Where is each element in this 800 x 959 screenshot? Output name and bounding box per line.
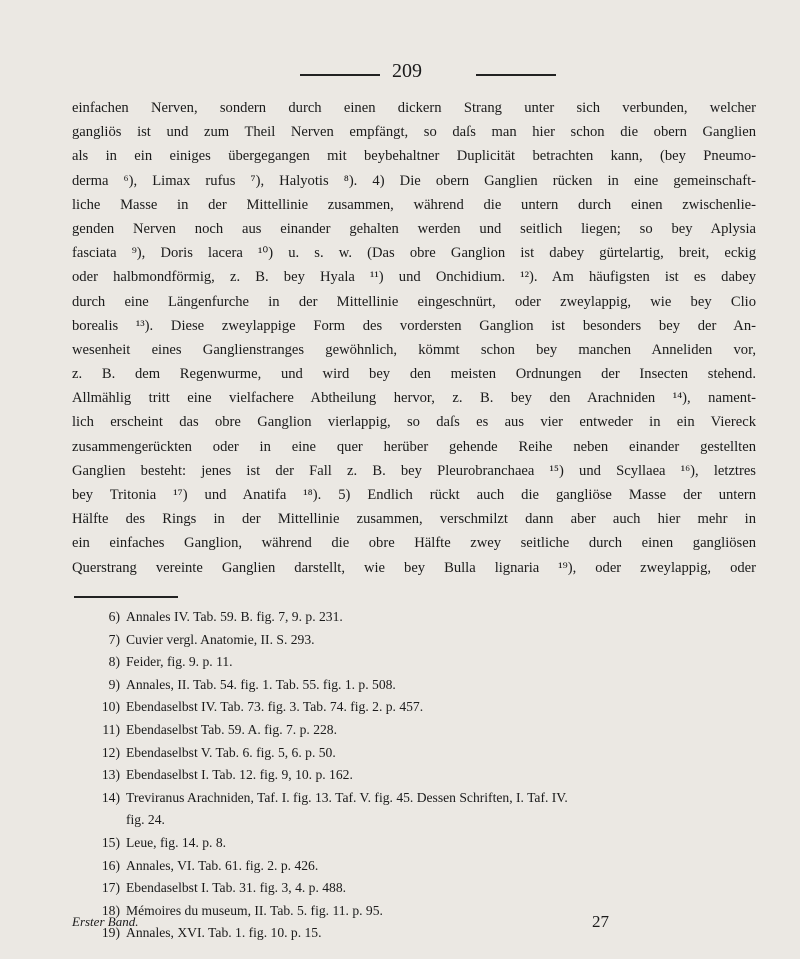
- body-line: borealis ¹³). Diese zweylappige Form des vordersten Ganglion ist besonders bey der An-: [72, 317, 756, 334]
- footnote-item: [90, 696, 750, 719]
- footnote-number: 16): [101, 857, 120, 873]
- page-header: [0, 60, 800, 90]
- signature-mark: Erster Band.: [72, 914, 139, 929]
- footnote-item: [90, 742, 750, 765]
- footnote-text: Annales, II. Tab. 54. fig. 1. Tab. 55. fig. 1. p. 508.: [126, 676, 396, 692]
- footnote-text: Annales, VI. Tab. 61. fig. 2. p. 426.: [126, 857, 319, 873]
- body-line: z. B. dem Regenwurme, und wird bey den meisten Ordnungen der Insecten stehend.: [72, 366, 756, 383]
- footnote-number: 18): [101, 902, 120, 918]
- page-footer: [72, 912, 632, 941]
- body-line: genden Nerven noch aus einander gehalten werden und seitlich liegen; so bey Aplysia: [72, 220, 756, 237]
- footnote-text: Ebendaselbst V. Tab. 6. fig. 5, 6. p. 50.: [126, 744, 336, 760]
- footnote-number: 15): [101, 834, 120, 850]
- footnote-item: [90, 877, 750, 900]
- body-line: durch eine Längenfurche in der Mittellinie eingeschnürt, oder zweylappig, wie bey Clio: [72, 293, 756, 310]
- footnotes: [90, 606, 750, 945]
- footnote-text: Ebendaselbst I. Tab. 31. fig. 3, 4. p. 488.: [126, 880, 347, 896]
- footnote-item: [90, 832, 750, 855]
- footnote-text: Leue, fig. 14. p. 8.: [126, 834, 227, 850]
- footnote-text: Ebendaselbst I. Tab. 12. fig. 9, 10. p. 162.: [126, 767, 353, 783]
- footnote-text: Cuvier vergl. Anatomie, II. S. 293.: [126, 631, 315, 647]
- footnote-number: 8): [108, 654, 120, 670]
- footnote-text: Feider, fig. 9. p. 11.: [126, 654, 233, 670]
- footnote-item: [90, 764, 750, 787]
- body-line: derma ⁶), Limax rufus ⁷), Halyotis ⁸). 4) Die obern Ganglien rücken in eine gemeinschaft-: [72, 172, 756, 189]
- footnote-text: Annales, XVI. Tab. 1. fig. 10. p. 15.: [126, 925, 322, 941]
- footnote-item: [90, 855, 750, 878]
- footnote-text: Treviranus Arachniden, Taf. I. fig. 13. Taf. V. fig. 45. Dessen Schriften, I. Taf. IV.: [126, 789, 568, 805]
- sheet-number: 27: [592, 912, 609, 931]
- footnote-item: [90, 809, 750, 832]
- footnote-text: Ebendaselbst IV. Tab. 73. fig. 3. Tab. 74. fig. 2. p. 457.: [126, 699, 424, 715]
- footnote-text: Annales IV. Tab. 59. B. fig. 7, 9. p. 231.: [126, 609, 343, 624]
- footnote-item: [90, 674, 750, 697]
- footnote-item: [90, 787, 750, 810]
- body-line: wesenheit eines Ganglienstranges gewöhnlich, kömmt schon bey manchen Anneliden vor,: [72, 341, 756, 358]
- body-line: lich erscheint das obre Ganglion vierlappig, so daſs es aus vier entweder in ein Viereck: [72, 414, 756, 431]
- header-rule-right: [476, 74, 556, 76]
- body-line: zusammengerückten oder in eine quer herüber gehende Reihe neben einander gestellten: [72, 438, 756, 455]
- footnote-rule: [74, 596, 178, 598]
- page-number: 209: [392, 60, 422, 82]
- footnote-number: 7): [108, 631, 120, 647]
- footnote-text: Ebendaselbst Tab. 59. A. fig. 7. p. 228.: [126, 721, 337, 737]
- footnote-item: [90, 606, 750, 629]
- body-text: [72, 96, 756, 580]
- body-line: Querstrang vereinte Ganglien darstellt, wie bey Bulla lignaria ¹⁹), oder zweylappig, oder: [72, 559, 756, 576]
- footnote-number: 11): [102, 721, 120, 737]
- footnote-number: 14): [101, 789, 120, 805]
- footnote-text: fig. 24.: [126, 812, 165, 828]
- body-line: Ganglien besteht: jenes ist der Fall z. B. bey Pleurobranchaea ¹⁵) und Scyllaea ¹⁶), letztres: [72, 462, 756, 479]
- body-line: gangliös ist und zum Theil Nerven empfängt, so daſs man hier schon die obern Ganglien: [72, 124, 756, 141]
- footnote-number: 13): [101, 767, 120, 783]
- footnote-number: 19): [101, 925, 120, 941]
- body-line: Allmählig tritt eine vielfachere Abtheilung hervor, z. B. bey den Arachniden ¹⁴), nament-: [72, 390, 756, 407]
- body-line: oder halbmondförmig, z. B. bey Hyala ¹¹) und Onchidium. ¹²). Am häufigsten ist es dabey: [72, 269, 756, 286]
- header-rule-left: [300, 74, 380, 76]
- footnote-item: [90, 629, 750, 652]
- footnote-text: Mémoires du museum, II. Tab. 5. fig. 11. p. 95.: [126, 902, 383, 918]
- footnote-number: 12): [101, 744, 120, 760]
- body-line: bey Tritonia ¹⁷) und Anatifa ¹⁸). 5) Endlich rückt auch die gangliöse Masse der untern: [72, 487, 756, 503]
- footnote-number: 10): [101, 699, 120, 715]
- body-line: liche Masse in der Mittellinie zusammen, während die untern durch einen zwischenlie-: [72, 196, 756, 213]
- footnote-number: 9): [108, 676, 120, 692]
- body-line: fasciata ⁹), Doris lacera ¹⁰) u. s. w. (Das obre Ganglion ist dabey gürtelartig, breit, eckig: [72, 245, 756, 262]
- footnote-number: 6): [108, 609, 120, 624]
- footnote-number: 17): [101, 880, 120, 896]
- footnote-item: [90, 651, 750, 674]
- body-line: Hälfte des Rings in der Mittellinie zusammen, verschmilzt dann aber auch hier mehr in: [72, 511, 756, 528]
- body-line: einfachen Nerven, sondern durch einen dickern Strang unter sich verbunden, welcher: [72, 100, 756, 116]
- body-line: ein einfaches Ganglion, während die obre Hälfte zwey seitliche durch einen gangliösen: [72, 535, 756, 552]
- body-line: als in ein einiges übergegangen mit beybehaltner Duplicität betrachten kann, (bey Pneumo-: [72, 148, 756, 165]
- footnote-item: [90, 719, 750, 742]
